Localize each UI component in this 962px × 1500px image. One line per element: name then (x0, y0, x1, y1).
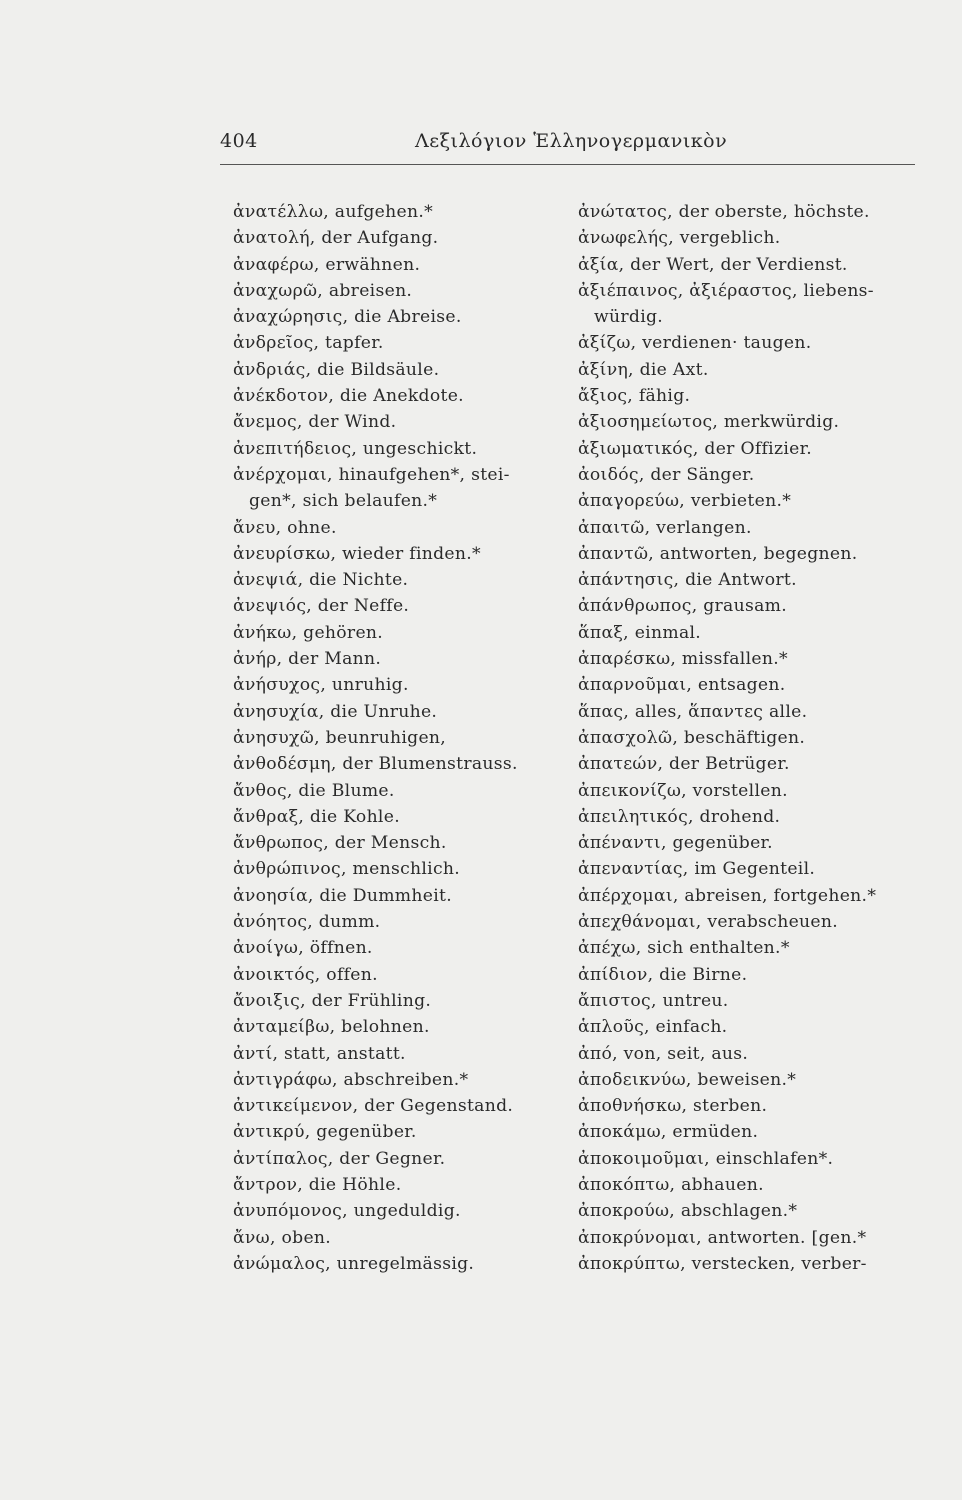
dictionary-entry: ἀνοικτός, offen. (233, 964, 378, 985)
dictionary-entry: ἀπατεών, der Betrüger. (578, 754, 790, 775)
dictionary-entry: ἄντρον, die Höhle. (233, 1174, 402, 1195)
dictionary-entry: ἀοιδός, der Sänger. (578, 464, 755, 485)
dictionary-entry: ἀπεναντίας, im Gegenteil. (578, 859, 816, 880)
dictionary-entry: ἀνατολή, der Aufgang. (233, 228, 439, 249)
dictionary-entry: ἀποκοιμοῦμαι, einschlafen*. (578, 1148, 834, 1169)
dictionary-entry: ἀποκρύνομαι, antworten. [gen.* (578, 1227, 867, 1248)
dictionary-entry: ἀνεπιτήδειος, ungeschickt. (233, 438, 478, 459)
dictionary-entry: ἅπαξ, einmal. (578, 622, 702, 643)
dictionary-entry: ἄνθος, die Blume. (233, 780, 395, 801)
dictionary-entry: ἄνω, oben. (233, 1227, 332, 1248)
dictionary-entry: ἀνδριάς, die Bildsäule. (233, 359, 440, 380)
dictionary-entry: ἀνώτατος, der oberste, höchste. (578, 202, 870, 222)
dictionary-entry: ἀποκόπτω, abhauen. (578, 1174, 764, 1195)
dictionary-entry: ἀνέρχομαι, hinaufgehen*, stei- (233, 464, 510, 485)
dictionary-entry: ἀξία, der Wert, der Verdienst. (578, 254, 848, 275)
dictionary-entry: ἀποκρύπτω, verstecken, verber- (578, 1253, 867, 1274)
dictionary-entry: ἀπάνθρωπος, grausam. (578, 596, 787, 617)
dictionary-entry: ἀνθοδέσμη, der Blumenstrauss. (233, 754, 518, 775)
dictionary-entry: ἀνέκδοτον, die Anekdote. (233, 386, 464, 407)
dictionary-entry: ἀντίπαλος, der Gegner. (233, 1148, 446, 1169)
dictionary-entry: gen*, sich belaufen.* (249, 491, 438, 512)
dictionary-entry: ἀποδεικνύω, beweisen.* (578, 1069, 797, 1090)
page-header (220, 130, 915, 165)
dictionary-entry: ἄνευ, ohne. (233, 517, 337, 538)
dictionary-entry: ἀπέχω, sich enthalten.* (578, 938, 790, 959)
dictionary-entry: ἀποθνήσκω, sterben. (578, 1096, 768, 1117)
dictionary-entry: ἀνόητος, dumm. (233, 912, 381, 933)
dictionary-entry: ἀπέναντι, gegenüber. (578, 833, 773, 854)
dictionary-entry: ἄνθρωπος, der Mensch. (233, 833, 447, 854)
dictionary-entry: ἀξίζω, verdienen· taugen. (578, 333, 812, 354)
dictionary-entry: ἀπίδιον, die Birne. (578, 964, 748, 985)
dictionary-entry: ἀξιέπαινος, ἀξιέραστος, liebens- (578, 280, 874, 301)
dictionary-entry: ἀνοησία, die Dummheit. (233, 885, 452, 906)
dictionary-entry: ἀπασχολῶ, beschäftigen. (578, 727, 806, 748)
dictionary-entry: ἀνυπόμονος, ungeduldig. (233, 1201, 461, 1222)
dictionary-entry: ἄπιστος, untreu. (578, 990, 729, 1011)
dictionary-entry: ἀνοίγω, öffnen. (233, 938, 373, 959)
dictionary-entry: ἄνοιξις, der Frühling. (233, 990, 432, 1011)
dictionary-entry: ἀξίνη, die Axt. (578, 359, 709, 380)
right-column (578, 199, 923, 1277)
dictionary-entry: ἀπαρέσκω, missfallen.* (578, 649, 788, 670)
dictionary-entry: ἀνεψιά, die Nichte. (233, 570, 409, 591)
running-title: Λεξιλόγιον Ἑλληνογερμανικὸν (415, 130, 728, 152)
dictionary-entry: ἀνεψιός, der Neffe. (233, 596, 410, 617)
dictionary-entry: ἀναχώρησις, die Abreise. (233, 307, 462, 328)
dictionary-entry: ἀνδρεῖος, tapfer. (233, 333, 384, 354)
dictionary-entry: ἀνατέλλω, aufgehen.* (233, 202, 434, 222)
dictionary-entry: ἀνθρώπινος, menschlich. (233, 859, 461, 880)
dictionary-entry: ἀπεικονίζω, vorstellen. (578, 780, 788, 801)
dictionary-entry: ἀναχωρῶ, abreisen. (233, 280, 413, 301)
dictionary-entry: ἀξιωματικός, der Offizier. (578, 438, 812, 459)
dictionary-entry: ἁπλοῦς, einfach. (578, 1017, 728, 1038)
dictionary-entry: ἀπεχθάνομαι, verabscheuen. (578, 912, 839, 933)
dictionary-entry: ἀνωφελής, vergeblich. (578, 228, 781, 249)
dictionary-entry: ἀποκάμω, ermüden. (578, 1122, 759, 1143)
dictionary-entry: ἀνήκω, gehören. (233, 622, 384, 643)
dictionary-entry: würdig. (594, 307, 664, 328)
dictionary-entry: ἀπάντησις, die Antwort. (578, 570, 797, 591)
dictionary-entry: ἀντικρύ, gegenüber. (233, 1122, 417, 1143)
dictionary-entry: ἄξιος, fähig. (578, 386, 691, 407)
dictionary-entry: ἀντί, statt, anstatt. (233, 1043, 406, 1064)
dictionary-entry: ἀπαγορεύω, verbieten.* (578, 491, 792, 512)
dictionary-entry: ἀξιοσημείωτος, merkwürdig. (578, 412, 840, 433)
dictionary-entry: ἀνησυχῶ, beunruhigen, (233, 727, 447, 748)
dictionary-entry: ἄνεμος, der Wind. (233, 412, 397, 433)
dictionary-entry: ἀνήσυχος, unruhig. (233, 675, 409, 696)
dictionary-entry: ἀπό, von, seit, aus. (578, 1043, 749, 1064)
dictionary-entry: ἀπαρνοῦμαι, entsagen. (578, 675, 786, 696)
dictionary-entry: ἀπαιτῶ, verlangen. (578, 517, 752, 538)
dictionary-entry: ἀπέρχομαι, abreisen, fortgehen.* (578, 885, 877, 906)
dictionary-entry: ἀποκρούω, abschlagen.* (578, 1201, 798, 1222)
dictionary-entry: ἀνευρίσκω, wieder finden.* (233, 543, 481, 564)
dictionary-entry: ἀντικείμενον, der Gegenstand. (233, 1096, 514, 1117)
dictionary-entry: ἀντιγράφω, abschreiben.* (233, 1069, 469, 1090)
dictionary-entry: ἀνταμείβω, belohnen. (233, 1017, 430, 1038)
dictionary-entry: ἀνώμαλος, unregelmässig. (233, 1253, 475, 1274)
dictionary-entry: ἅπας, alles, ἅπαντες alle. (578, 701, 808, 722)
dictionary-entry: ἄνθραξ, die Kohle. (233, 806, 400, 827)
page-number: 404 (220, 130, 258, 152)
dictionary-entry: ἀπειλητικός, drohend. (578, 806, 781, 827)
dictionary-entry: ἀνησυχία, die Unruhe. (233, 701, 438, 722)
dictionary-entry: ἀνήρ, der Mann. (233, 649, 382, 670)
left-column (233, 199, 603, 1277)
dictionary-entry: ἀναφέρω, erwähnen. (233, 254, 421, 275)
dictionary-entry: ἀπαντῶ, antworten, begegnen. (578, 543, 858, 564)
